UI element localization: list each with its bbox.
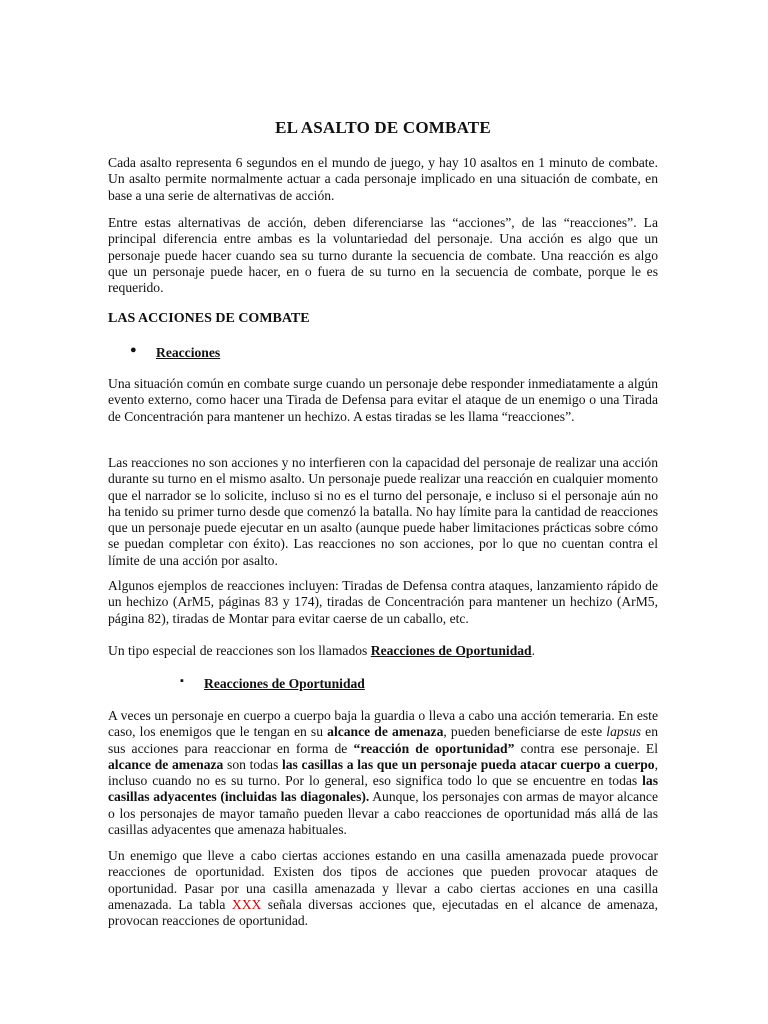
bullet-square-icon: ▪ <box>180 675 184 687</box>
text-run: en sus acciones para reaccionar en forma de <box>108 724 659 756</box>
text-run: , incluso cuando no es su turno. Por lo general, eso significa todo lo que se encuentre en todas <box>108 756 658 789</box>
bold-run: “reacción de oportunidad” <box>353 740 515 756</box>
paragraph-reaction-examples: Algunos ejemplos de reacciones incluyen: Tiradas de Defensa contra ataques, lanzamiento rápido de un hechizo (ArM5, páginas 83 y 174), tiradas de Concentración para mantener un hechizo (ArM5, página 82), tiradas de Montar para evitar caerse de un caballo, etc. <box>108 578 658 626</box>
paragraph-opportunity-detail <box>108 708 658 838</box>
italic-run: lapsus <box>606 724 642 740</box>
paragraph-intro: Cada asalto representa 6 segundos en el mundo de juego, y hay 10 asaltos en 1 minuto de combate. Un asalto permite normalmente actuar a cada personaje implicado en una situación de combate, en base a una serie de alternativas de acción. <box>108 155 658 203</box>
bullet-label: Reacciones <box>156 345 221 360</box>
bold-run: alcance de amenaza <box>327 724 444 740</box>
paragraph-provoking-actions <box>108 848 658 929</box>
text-run: señala diversas acciones que, ejecutadas en el alcance de amenaza, provocan reacciones de oportunidad. <box>108 896 658 929</box>
bold-run: alcance de amenaza <box>108 756 224 772</box>
bold-run: las casillas a las que un personaje pueda atacar cuerpo a cuerpo <box>281 756 655 772</box>
text-run: Un enemigo que lleve a cabo ciertas acciones estando en una casilla amenazada puede provocar reacciones de oportunidad. Existen dos tipos de acciones que pueden provocar ataques de oportunidad. Pasar por una casilla amenazada y llevar a cabo ciertas acciones en una casilla amenazada. La tabla <box>108 848 658 912</box>
text-run: A veces un personaje en cuerpo a cuerpo baja la guardia o lleva a cabo una acción temeraria. En este caso, los enemigos que le tengan en su <box>108 708 658 740</box>
text-run: son todas <box>223 756 282 772</box>
text-run: contra ese personaje. El <box>514 740 658 756</box>
opportunity-link: Reacciones de Oportunidad <box>370 643 532 658</box>
bullet-label: Reacciones de Oportunidad <box>204 676 365 691</box>
text-run: Un tipo especial de reacciones son los llamados <box>108 643 371 658</box>
paragraph-actions-vs-reactions: Entre estas alternativas de acción, deben diferenciarse las “acciones”, de las “reacciones”. La principal diferencia entre ambas es la voluntariedad del personaje. Una acción es algo que un personaje puede hacer cuando sea su turno durante la secuencia de combate. Una reacción es algo que un personaje puede hacer, en o fuera de su turno en la secuencia de combate, porque le es requerido. <box>108 215 658 296</box>
text-run: . <box>531 643 536 658</box>
placeholder-reference: XXX <box>231 896 262 912</box>
document-title: EL ASALTO DE COMBATE <box>275 118 491 137</box>
section-heading: LAS ACCIONES DE COMBATE <box>108 311 310 326</box>
paragraph-opportunity-intro <box>108 643 658 659</box>
text-run: Aunque, los personajes con armas de mayor alcance o los personajes de mayor tamaño pueden llevar a cabo reacciones de oportunidad más allá de las casillas adyacentes que amenaza habituales. <box>108 789 658 838</box>
paragraph-reactions-definition: Una situación común en combate surge cuando un personaje debe responder inmediatamente a algún evento externo, como hacer una Tirada de Defensa para evitar el ataque de un enemigo o una Tirada de Concentración para mantener un hechizo. A estas tiradas se les llama “reacciones”. <box>108 376 658 424</box>
bullet-dot-icon: ● <box>130 344 137 356</box>
paragraph-reactions-detail: Las reacciones no son acciones y no interfieren con la capacidad del personaje de realizar una acción durante su turno en el mismo asalto. Un personaje puede realizar una reacción en cualquier momento que el narrador se lo solicite, incluso si no es el turno del personaje, e incluso si el personaje aún no ha tenido su primer turno desde que comenzó la batalla. No hay límite para la cantidad de reacciones que un personaje puede ejecutar en un asalto (aunque puede haber limitaciones prácticas sobre cómo se puedan completar con éxito). Las reacciones no son acciones, por lo que no cuentan contra el límite de una acción por asalto. <box>108 455 658 568</box>
bold-run: las casillas adyacentes (incluidas las diagonales). <box>108 773 658 805</box>
text-run: , pueden beneficiarse de este <box>443 724 607 740</box>
